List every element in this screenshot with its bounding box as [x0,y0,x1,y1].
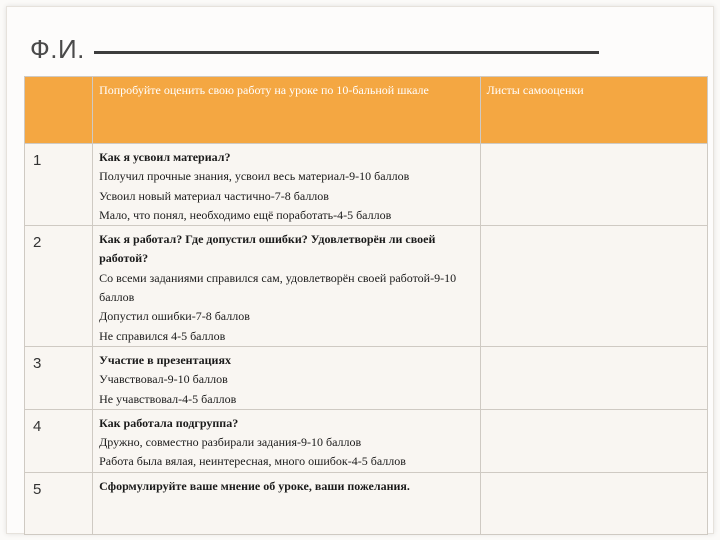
header-criterion-cell: Попробуйте оценить свою работу на уроке по 10-бальной шкале [93,77,481,144]
question-cell [93,226,481,347]
row-number: 3 [25,346,93,409]
self-score-cell[interactable] [480,409,707,472]
question-title: Сформулируйте ваше мнение об уроке, ваши пожелания. [99,478,410,493]
question-title: Участие в презентациях [99,352,231,367]
table-row [25,472,708,534]
answer-option: Не учавствовал-4-5 баллов [99,391,237,406]
answer-option: Не справился 4-5 баллов [99,328,226,343]
self-assessment-table [24,76,708,535]
answer-option: Со всеми заданиями справился сам, удовлетворён своей работой-9-10 баллов [99,270,457,305]
answer-option: Допустил ошибки-7-8 баллов [99,309,250,324]
table-row [25,144,708,226]
self-score-cell[interactable] [480,144,707,226]
header-num-cell [25,77,93,144]
fio-label: Ф.И. [30,34,85,64]
question-cell [93,346,481,409]
answer-option: Усвоил новый материал частично-7-8 баллов [99,188,329,203]
question-title: Как работала подгруппа? [99,415,239,430]
row-number: 1 [25,144,93,226]
question-title: Как я усвоил материал? [99,150,231,164]
question-cell [93,472,481,534]
table-row [25,346,708,409]
answer-option: Мало, что понял, необходимо ещё поработать-4-5 баллов [99,207,392,222]
row-number: 2 [25,226,93,347]
answer-option: Учавствовал-9-10 баллов [99,372,228,387]
answer-option: Дружно, совместно разбирали задания-9-10 баллов [99,435,362,450]
table-header-row [25,77,708,144]
self-score-cell[interactable] [480,346,707,409]
self-score-cell[interactable] [480,226,707,347]
answer-option: Получил прочные знания, усвоил весь материал-9-10 баллов [99,169,410,184]
row-number: 5 [25,472,93,534]
row-number: 4 [25,409,93,472]
header-sheet-cell: Листы самооценки [480,77,707,144]
question-title: Как я работал? Где допустил ошибки? Удовлетворён ли своей работой? [99,232,436,266]
question-cell [93,409,481,472]
answer-option: Работа была вялая, неинтересная, много ошибок-4-5 баллов [99,454,406,469]
table-row [25,409,708,472]
fio-underline [94,51,599,54]
question-cell [93,144,481,226]
table-row [25,226,708,347]
self-score-cell[interactable] [480,472,707,534]
